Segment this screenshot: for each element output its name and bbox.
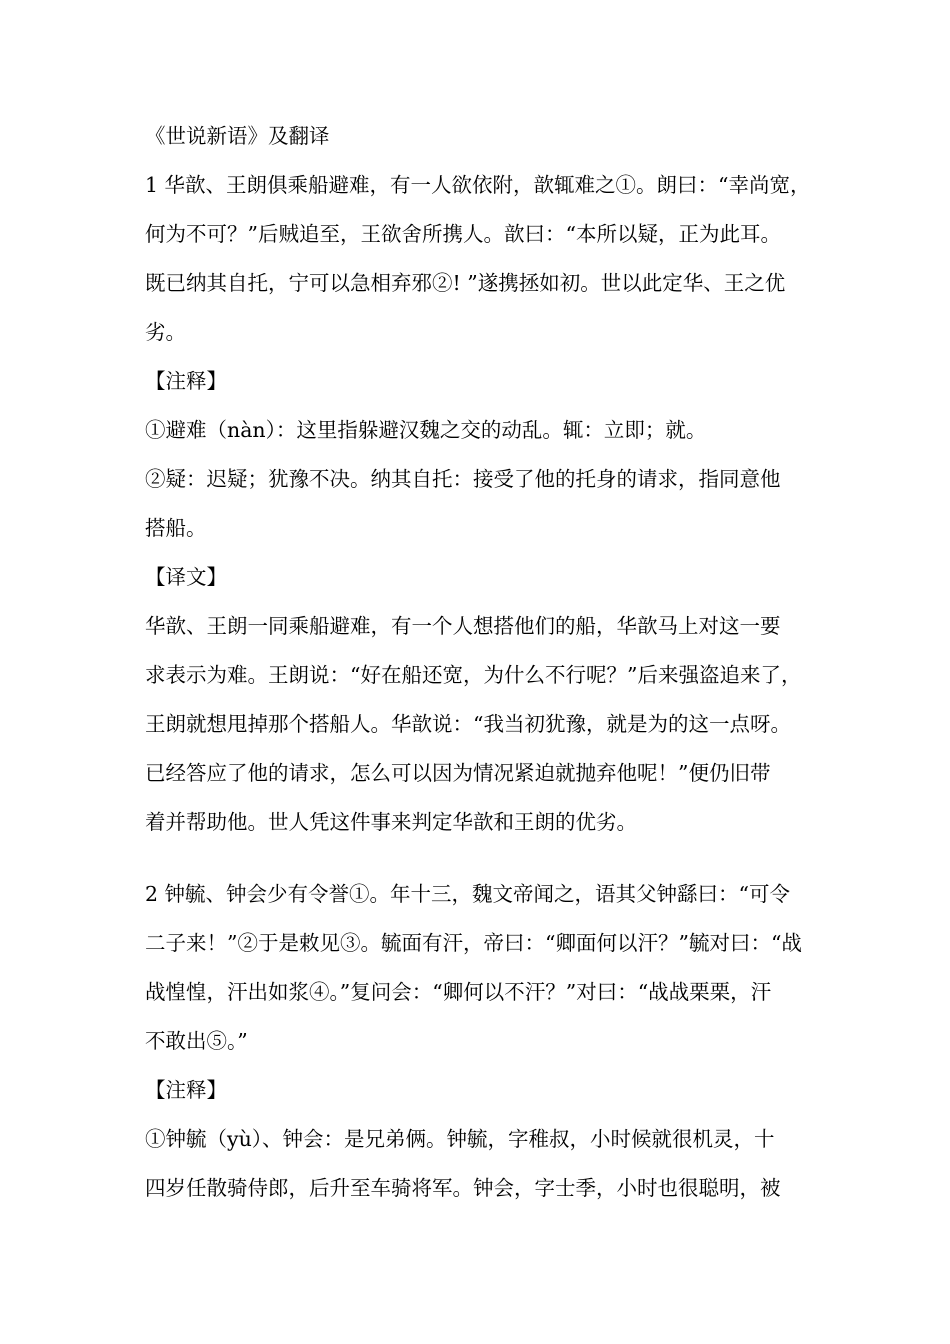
- section1-translation-heading: 【译文】: [145, 565, 227, 589]
- section1-text-line: 既已纳其自托，宁可以急相弃邪②! ”遂携拯如初。世以此定华、王之优: [145, 271, 786, 295]
- section1-note-line: ①避难（nàn）：这里指躲避汉魏之交的动乱。辄：立即；就。: [145, 418, 707, 442]
- section1-note-line: ②疑：迟疑；犹豫不决。纳其自托：接受了他的托身的请求，指同意他: [145, 467, 781, 491]
- section2-text-line: 战惶惶，汗出如浆④。”复问会：“卿何以不汗？”对曰：“战战栗栗，汗: [145, 980, 772, 1004]
- section1-text-line: 1 华歆、王朗俱乘船避难，有一人欲依附，歆辄难之①。朗曰：“幸尚宽，: [145, 173, 811, 197]
- section2-text-line: 二子来！”②于是敕见③。毓面有汗，帝曰：“卿面何以汗？”毓对曰：“战: [145, 931, 802, 955]
- section2-note-line: ①钟毓（yù）、钟会：是兄弟俩。钟毓，字稚叔，小时候就很机灵，十: [145, 1127, 775, 1151]
- section-spacer: [145, 847, 810, 870]
- section1-note-line: 搭船。: [145, 516, 207, 540]
- section2-text-line: 2 钟毓、钟会少有令誉①。年十三，魏文帝闻之，语其父钟繇曰：“可令: [145, 882, 791, 906]
- section1-translation-line: 华歆、王朗一同乘船避难，有一个人想搭他们的船，华歆马上对这一要: [145, 614, 781, 638]
- section1-text-line: 劣。: [145, 320, 186, 344]
- section1-translation-line: 着并帮助他。世人凭这件事来判定华歆和王朗的优劣。: [145, 810, 637, 834]
- section1-notes-heading: 【注释】: [145, 369, 227, 393]
- document-body: [145, 112, 810, 1213]
- section1-translation-line: 已经答应了他的请求，怎么可以因为情况紧迫就抛弃他呢！”便仍旧带: [145, 761, 771, 785]
- document-title: 《世说新语》及翻译: [145, 124, 330, 148]
- section2-text-line: 不敢出⑤。”: [145, 1029, 248, 1053]
- section1-translation-line: 求表示为难。王朗说：“好在船还宽，为什么不行呢？”后来强盗追来了，: [145, 663, 802, 687]
- section1-translation-line: 王朗就想甩掉那个搭船人。华歆说：“我当初犹豫，就是为的这一点呀。: [145, 712, 791, 736]
- section2-notes-heading: 【注释】: [145, 1078, 227, 1102]
- section1-text-line: 何为不可？”后贼追至，王欲舍所携人。歆曰：“本所以疑，正为此耳。: [145, 222, 781, 246]
- section2-note-line: 四岁任散骑侍郎，后升至车骑将军。钟会，字士季，小时也很聪明，被: [145, 1176, 781, 1200]
